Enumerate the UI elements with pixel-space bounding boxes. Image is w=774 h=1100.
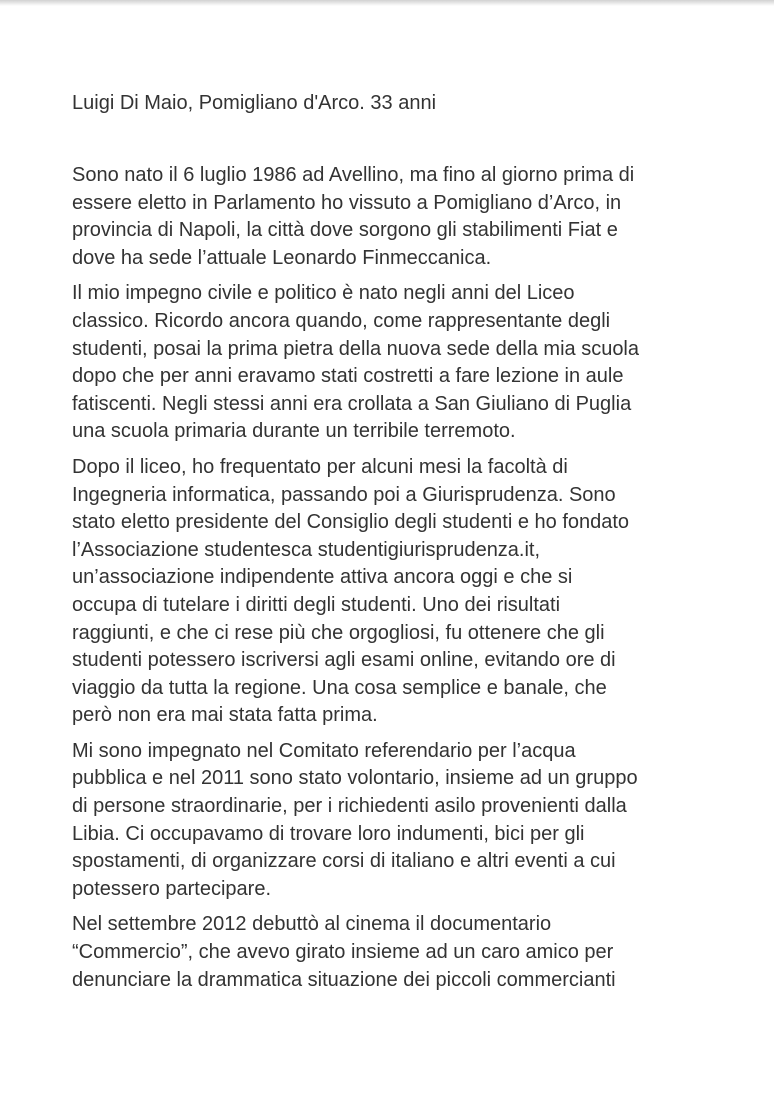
paragraph-volunteering: Mi sono impegnato nel Comitato referendario per l’acqua pubblica e nel 2011 sono stato volontario, insieme ad un gruppo di persone straordinarie, per i richiedenti asilo provenienti dalla Libia. Ci occupavamo di trovare loro indumenti, bici per gli spostamenti, di organizzare corsi di italiano e altri eventi a cui potessero partecipare. bbox=[72, 739, 638, 900]
paragraph-birth: Sono nato il 6 luglio 1986 ad Avellino, ma fino al giorno prima di essere eletto in Parlamento ho vissuto a Pomigliano d’Arco, in provincia di Napoli, la città dove sorgono gli stabilimenti Fiat e dove ha sede l’attuale Leonardo Finmeccanica. bbox=[72, 164, 635, 269]
paragraph-documentary: Nel settembre 2012 debuttò al cinema il documentario “Commercio”, che avevo girato insieme ad un caro amico per denunciare la drammatica situazione dei piccoli commercianti bbox=[72, 913, 616, 991]
paragraph-university: Dopo il liceo, ho frequentato per alcuni mesi la facoltà di Ingegneria informatica, passando poi a Giurisprudenza. Sono stato eletto presidente del Consiglio degli studenti e ho fondato l’Associazione studentesca studentigiurisprudenza.it, un’associazione indipendente attiva ancora oggi e che si occupa di tutelare i diritti degli studenti. Uno dei risultati raggiunti, e che ci rese più che orgogliosi, fu ottenere che gli studenti potessero iscriversi agli esami online, evitando ore di viaggio da tutta la regione. Una cosa semplice e banale, che però non era mai stata fatta prima. bbox=[72, 455, 630, 727]
document-page bbox=[72, 90, 712, 1002]
viewer-top-shadow bbox=[0, 0, 774, 6]
document-heading: Luigi Di Maio, Pomigliano d'Arco. 33 anni bbox=[72, 92, 437, 114]
paragraph-civic-commitment: Il mio impegno civile e politico è nato negli anni del Liceo classico. Ricordo ancora quando, come rappresentante degli studenti, posai la prima pietra della nuova sede della mia scuola dopo che per anni eravamo stati costretti a fare lezione in aule fatiscenti. Negli stessi anni era crollata a San Giuliano di Puglia una scuola primaria durante un terribile terremoto. bbox=[72, 282, 640, 443]
